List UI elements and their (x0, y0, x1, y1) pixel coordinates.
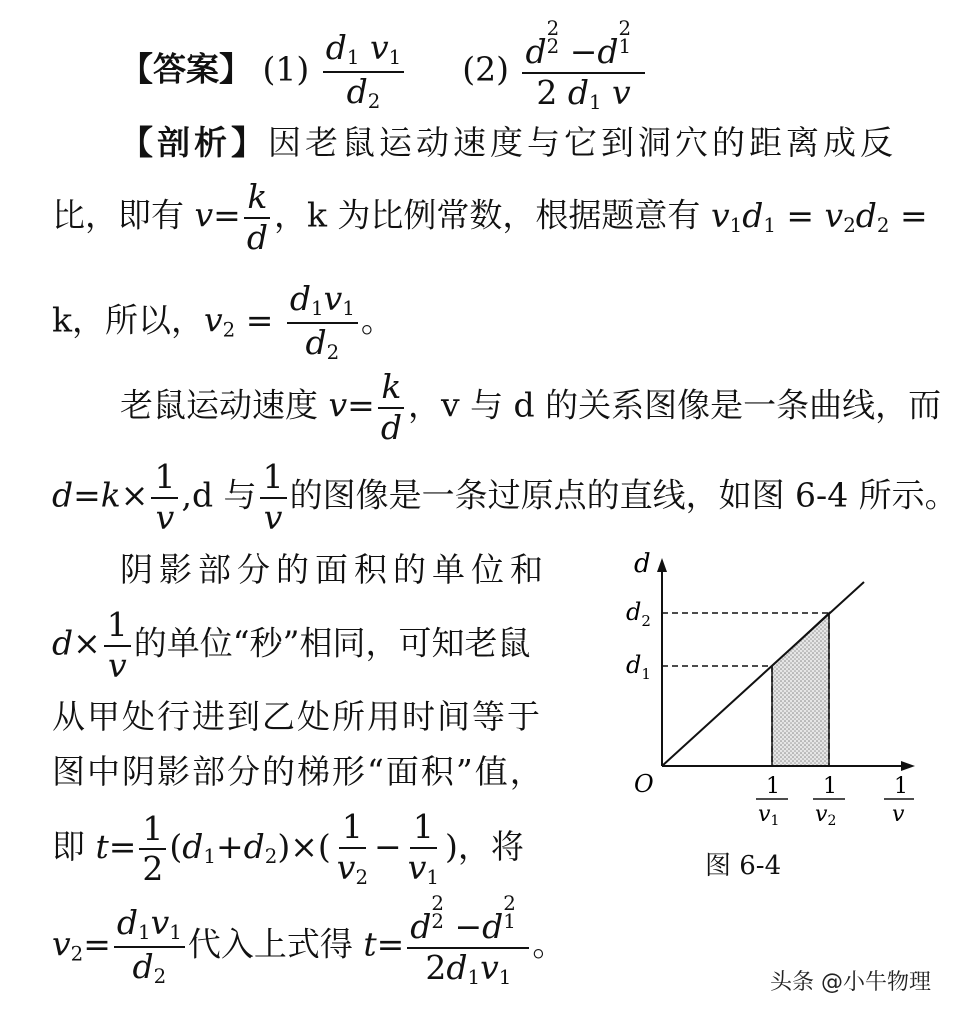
p2-line-4 (52, 752, 545, 791)
y-axis-label: d (634, 549, 651, 579)
x-axis-arrow (901, 761, 915, 771)
answer-part1-label: (1) (262, 49, 310, 89)
svg-text:1: 1 (766, 774, 780, 799)
p2-text-6-end: 。 (532, 924, 566, 964)
analysis-text-4b: ，v 与 d 的关系图像是一条曲线，而 (407, 385, 942, 425)
formula-one-over-v1: $\frac{1}{v_1}$ (407, 807, 439, 889)
p2-line-1 (120, 550, 549, 589)
p2-line-2: d× $\frac{1}{v}$ 的单位“秒”相同，可知老鼠 (52, 605, 531, 685)
x-axis-label (884, 774, 914, 827)
svg-text:v1: v1 (758, 802, 780, 829)
y-tick-d1: $d_1$ (626, 651, 651, 683)
p2-line-5: 即 t= $\frac{1}{2}$ $(d_1+d_2)\times$( $\frac{1}{v_2}$ − $\frac{1}{v_1}$ )，将 (52, 807, 524, 889)
analysis-line-3: k，所以，$v_2$ = $\frac{d_1v_1}{d_2}$ 。 (52, 279, 394, 364)
p2-text-5a: 即 (52, 827, 85, 867)
formula-v2: $\frac{d_1v_1}{d_2}$ (287, 282, 358, 363)
analysis-line-5: d=k× $\frac{1}{v}$ ,d 与 $\frac{1}{v}$ 的图像是一条过原点的直线，如图 6-4 所示。 (52, 457, 958, 537)
p2-text-5b: ，将 (457, 827, 524, 867)
formula-k-over-d-2: $\frac{k}{d}$ (378, 370, 405, 445)
formula-half: $\frac{1}{2}$ (139, 812, 166, 887)
formula-one-over-v2: $\frac{1}{v_2}$ (336, 807, 369, 889)
origin-label: O (634, 770, 654, 798)
svg-text:v: v (892, 802, 905, 827)
x-tick-1-over-v1 (756, 774, 788, 829)
analysis-text-5a: d 与 (191, 475, 257, 515)
formula-one-over-v-3: $\frac{1}{v}$ (104, 608, 131, 683)
watermark: 头条 @小牛物理 (770, 970, 931, 995)
x-tick-1-over-v2 (813, 774, 845, 829)
p2-line-6: $v_2=$ $\frac{d_1v_1}{d_2}$ 代入上式得 t= d 2 2 −d 2 1 $2d_1v_1$ 。 (52, 892, 566, 989)
analysis-text-5b: 的图像是一条过原点的直线，如图 6-4 所示。 (289, 475, 958, 515)
formula-one-over-v: $\frac{1}{v}$ (151, 460, 178, 535)
svg-text:1: 1 (894, 774, 908, 799)
series-line (662, 582, 864, 766)
analysis-text-2a: 比，即有 (52, 195, 184, 235)
p2-text-1: 阴影部分的面积的单位和 (120, 550, 549, 589)
analysis-line-4: 老鼠运动速度 v= $\frac{k}{d}$ ，v 与 d 的关系图像是一条曲线，而 (120, 367, 942, 447)
analysis-label: 【剖析】 (120, 123, 268, 162)
formula-k-over-d: $\frac{k}{d}$ (244, 180, 271, 255)
analysis-line-1 (120, 123, 897, 162)
y-axis-arrow (657, 558, 667, 572)
p2-text-2: 的单位“秒”相同，可知老鼠 (133, 623, 531, 663)
p2-text-3: 从甲处行进到乙处所用时间等于 (52, 697, 542, 736)
p2-text-6: 代入上式得 (187, 924, 353, 964)
answer-part2-label: (2) (462, 49, 509, 89)
y-tick-d2: $d_2$ (626, 598, 651, 630)
figure-caption: 图 6-4 (705, 851, 782, 881)
analysis-text-3a: k，所以， (52, 300, 204, 340)
analysis-text-1: 因老鼠运动速度与它到洞穴的距离成反 (268, 123, 897, 162)
formula-one-over-v-2: $\frac{1}{v}$ (260, 460, 287, 535)
answer-line (120, 17, 648, 114)
p2-line-3 (52, 697, 542, 736)
shaded-trapezoid (772, 613, 829, 766)
analysis-text-3b: 。 (360, 300, 394, 340)
figure-6-4 (600, 540, 930, 840)
analysis-line-2: 比，即有 v= $\frac{k}{d}$ ，k 为比例常数，根据题意有 $v_1d_1 = v_2d_2$ = (52, 177, 928, 257)
answer-label: 【答案】 (120, 49, 252, 89)
analysis-text-4a: 老鼠运动速度 (120, 385, 318, 425)
answer-1-formula: $\frac{d_1 v_1}{d_2}$ (323, 31, 404, 112)
formula-v2-sub: $\frac{d_1v_1}{d_2}$ (114, 906, 185, 987)
svg-text:v2: v2 (815, 802, 837, 829)
analysis-text-2b: ，k 为比例常数，根据题意有 (273, 195, 701, 235)
p2-text-4: 图中阴影部分的梯形“面积”值， (52, 752, 545, 791)
formula-v1d1-v2d2: $v_1d_1 = v_2d_2$ = (710, 195, 928, 237)
formula-t-final: d 2 2 −d 2 1 $2d_1v_1$ (407, 905, 529, 988)
formula-d-equals: d=k× (52, 475, 149, 515)
svg-text:1: 1 (823, 774, 837, 799)
answer-2-formula: d 2 2 −d 2 1 2 $d_1$ v (522, 30, 644, 113)
